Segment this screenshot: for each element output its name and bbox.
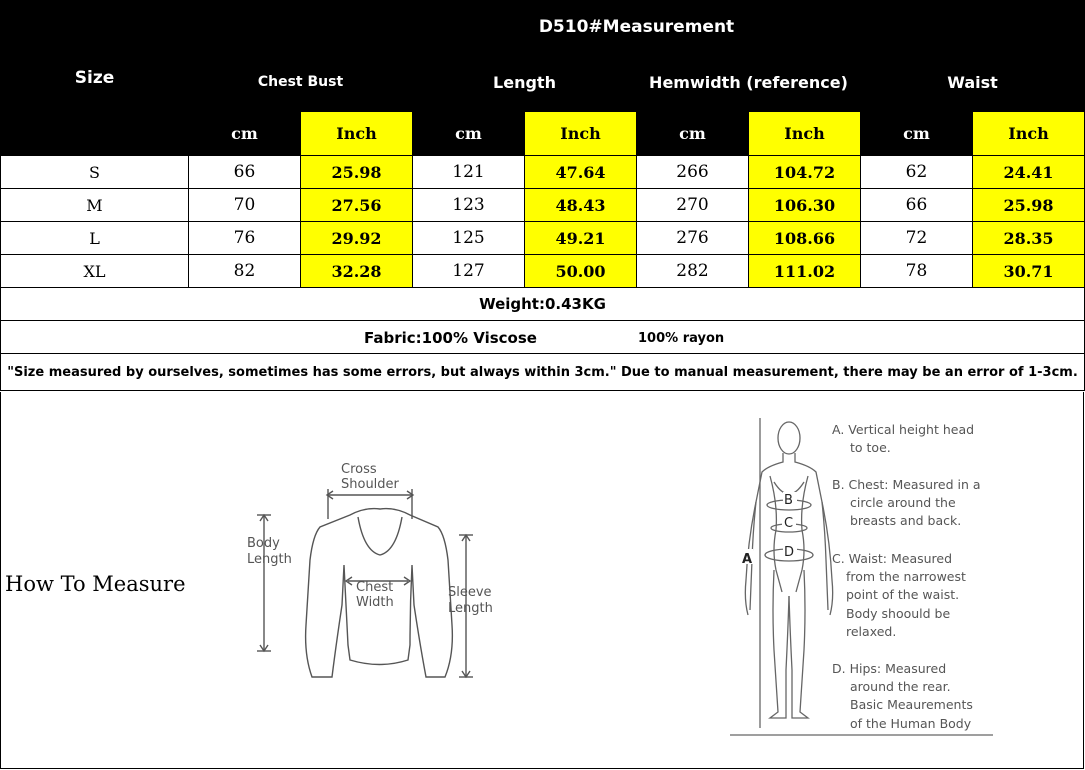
length-inch: 50.00 bbox=[525, 255, 637, 288]
chest-cm: 82 bbox=[189, 255, 301, 288]
cross-shoulder-label-2: Shoulder bbox=[341, 477, 399, 492]
note-d-line-4: of the Human Body bbox=[850, 716, 972, 731]
table-row-s bbox=[1, 156, 1085, 189]
how-to-measure-label: How To Measure bbox=[5, 572, 186, 596]
chest-inch: 29.92 bbox=[301, 222, 413, 255]
length-cm: 121 bbox=[413, 156, 525, 189]
note-a-line-2: to toe. bbox=[850, 440, 891, 455]
unit-cm: cm bbox=[189, 112, 301, 156]
table-row-l bbox=[1, 222, 1085, 255]
length-cm: 125 bbox=[413, 222, 525, 255]
size-label: M bbox=[1, 189, 189, 222]
length-inch: 48.43 bbox=[525, 189, 637, 222]
waist-cm: 78 bbox=[861, 255, 973, 288]
chest-cm: 66 bbox=[189, 156, 301, 189]
note-c-line-2: from the narrowest bbox=[846, 569, 966, 584]
note-a-line-1: A. Vertical height head bbox=[832, 422, 975, 437]
note-row bbox=[1, 354, 1085, 391]
chest-cm: 70 bbox=[189, 189, 301, 222]
marker-d: D bbox=[784, 545, 795, 560]
group-length: Length bbox=[413, 53, 637, 112]
body-length-label-2: Length bbox=[247, 552, 292, 567]
waist-cm: 72 bbox=[861, 222, 973, 255]
note-c-line-3: point of the waist. bbox=[846, 587, 960, 602]
length-cm: 123 bbox=[413, 189, 525, 222]
unit-cm: cm bbox=[413, 112, 525, 156]
weight-row bbox=[1, 288, 1085, 321]
note-b-line-3: breasts and back. bbox=[850, 513, 962, 528]
unit-inch: Inch bbox=[301, 112, 413, 156]
weight-text: Weight:0.43KG bbox=[1, 288, 1085, 321]
fabric-text: Fabric:100% Viscose bbox=[364, 329, 537, 347]
group-waist: Waist bbox=[861, 53, 1085, 112]
waist-inch: 24.41 bbox=[973, 156, 1085, 189]
chest-inch: 25.98 bbox=[301, 156, 413, 189]
hemwidth-cm: 282 bbox=[637, 255, 749, 288]
sleeve-length-label-2: Length bbox=[448, 601, 493, 616]
unit-inch: Inch bbox=[973, 112, 1085, 156]
unit-cm: cm bbox=[861, 112, 973, 156]
marker-a: A bbox=[742, 552, 753, 567]
chest-cm: 76 bbox=[189, 222, 301, 255]
note-d-line-3: Basic Meaurements bbox=[850, 697, 973, 712]
hemwidth-cm: 276 bbox=[637, 222, 749, 255]
hemwidth-inch: 106.30 bbox=[749, 189, 861, 222]
unit-inch: Inch bbox=[749, 112, 861, 156]
chest-inch: 32.28 bbox=[301, 255, 413, 288]
note-d-line-1: D. Hips: Measured bbox=[832, 661, 947, 676]
hemwidth-inch: 104.72 bbox=[749, 156, 861, 189]
hemwidth-inch: 111.02 bbox=[749, 255, 861, 288]
waist-inch: 30.71 bbox=[973, 255, 1085, 288]
hemwidth-inch: 108.66 bbox=[749, 222, 861, 255]
group-chest-bust: Chest Bust bbox=[189, 53, 413, 112]
unit-inch: Inch bbox=[525, 112, 637, 156]
marker-b: B bbox=[784, 493, 793, 508]
note-c-line-5: relaxed. bbox=[846, 624, 897, 639]
body-measurement-figure bbox=[728, 410, 998, 740]
note-b-line-2: circle around the bbox=[850, 495, 956, 510]
chest-inch: 27.56 bbox=[301, 189, 413, 222]
fabric-cell bbox=[1, 321, 1085, 354]
table-row-xl bbox=[1, 255, 1085, 288]
fabric-note: 100% rayon bbox=[638, 331, 725, 346]
cross-shoulder-label-1: Cross bbox=[341, 462, 377, 477]
waist-cm: 62 bbox=[861, 156, 973, 189]
note-c-line-4: Body shoould be bbox=[846, 606, 951, 621]
group-hemwidth: Hemwidth (reference) bbox=[637, 53, 861, 112]
marker-c: C bbox=[784, 516, 794, 531]
note-b-line-1: B. Chest: Measured in a bbox=[832, 477, 981, 492]
table-title: D510#Measurement bbox=[189, 1, 1085, 53]
body-length-label-1: Body bbox=[247, 536, 280, 551]
size-label: L bbox=[1, 222, 189, 255]
size-label: S bbox=[1, 156, 189, 189]
hemwidth-cm: 270 bbox=[637, 189, 749, 222]
garment-diagram bbox=[240, 455, 510, 685]
length-inch: 47.64 bbox=[525, 156, 637, 189]
size-label: XL bbox=[1, 255, 189, 288]
unit-cm: cm bbox=[637, 112, 749, 156]
waist-cm: 66 bbox=[861, 189, 973, 222]
table-row-m bbox=[1, 189, 1085, 222]
chest-width-label-2: Width bbox=[356, 595, 394, 610]
length-inch: 49.21 bbox=[525, 222, 637, 255]
note-d-line-2: around the rear. bbox=[850, 679, 951, 694]
chest-width-label-1: Chest bbox=[356, 580, 394, 595]
sleeve-length-label-1: Sleeve bbox=[448, 585, 492, 600]
waist-inch: 28.35 bbox=[973, 222, 1085, 255]
measurement-note: "Size measured by ourselves, sometimes has some errors, but always within 3cm." Due to manual measurement, there may be an error of 1-3cm. bbox=[1, 354, 1085, 391]
note-c-line-1: C. Waist: Measured bbox=[832, 551, 953, 566]
fabric-row bbox=[1, 321, 1085, 354]
waist-inch: 25.98 bbox=[973, 189, 1085, 222]
length-cm: 127 bbox=[413, 255, 525, 288]
hemwidth-cm: 266 bbox=[637, 156, 749, 189]
size-header: Size bbox=[1, 1, 189, 156]
